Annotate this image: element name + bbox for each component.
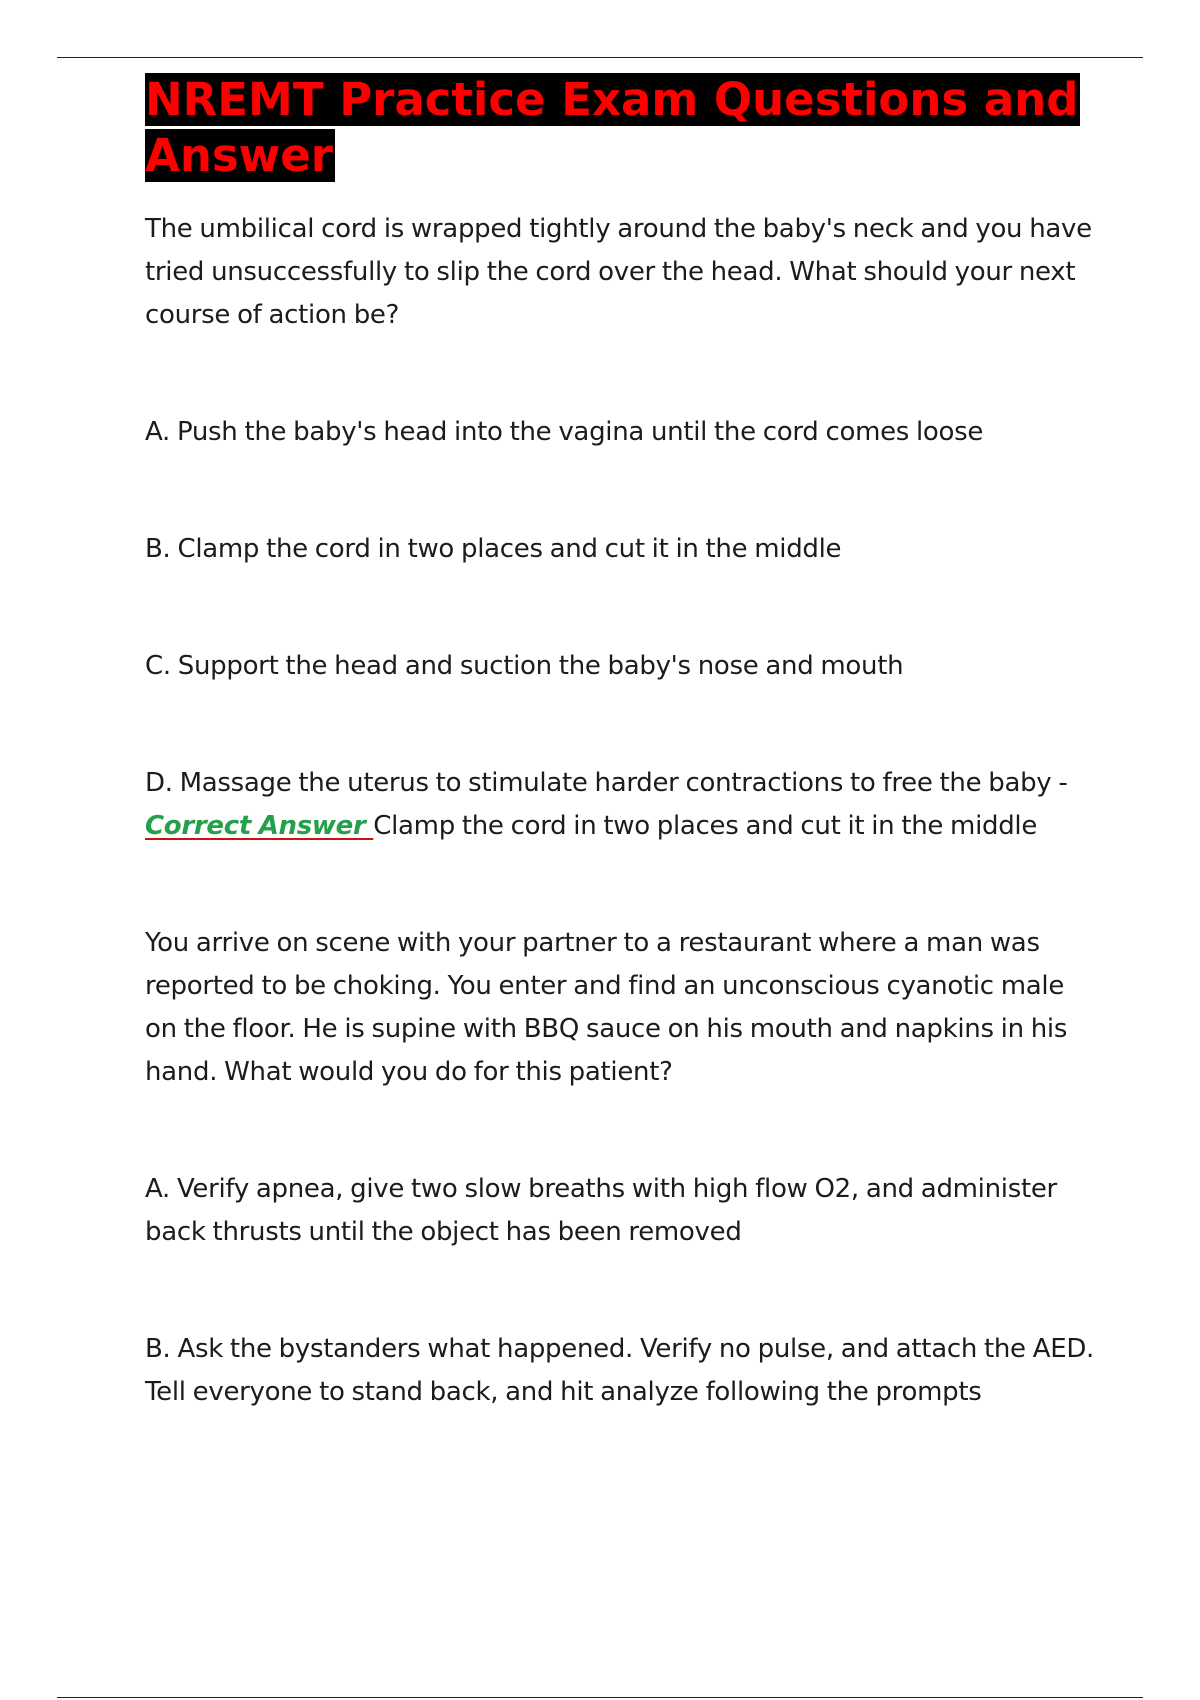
question-1-option-c: C. Support the head and suction the baby's nose and mouth [145,651,904,681]
question-2-option-a: A. Verify apnea, give two slow breaths with high flow O2, and administer back thrusts until the object has been removed [145,1174,1057,1247]
question-1-option-d [145,762,1095,848]
question-1-option-a: A. Push the baby's head into the vagina until the cord comes loose [145,417,984,447]
question-1-option-b: B. Clamp the cord in two places and cut it in the middle [145,534,842,564]
question-2-option-b: B. Ask the bystanders what happened. Verify no pulse, and attach the AED. Tell everyone to stand back, and hit analyze following the prompts [145,1334,1095,1407]
correct-answer-label: Correct Answer [145,811,374,841]
question-1-prompt: The umbilical cord is wrapped tightly around the baby's neck and you have tried unsuccessfully to slip the cord over the head. What should your next course of action be? [145,214,1092,330]
option-d-text: D. Massage the uterus to stimulate harder contractions to free the baby - [145,768,1068,798]
footer-rule [57,1697,1143,1698]
question-2-prompt: You arrive on scene with your partner to a restaurant where a man was reported to be choking. You enter and find an unconscious cyanotic male on the floor. He is supine with BBQ sauce on his mouth and napkins in his hand. What would you do for this patient? [145,928,1068,1087]
correct-answer-text: Clamp the cord in two places and cut it in the middle [373,811,1038,841]
header-rule [57,57,1143,58]
document-title: NREMT Practice Exam Questions and Answer [145,73,1079,182]
document-page [145,72,1095,1414]
